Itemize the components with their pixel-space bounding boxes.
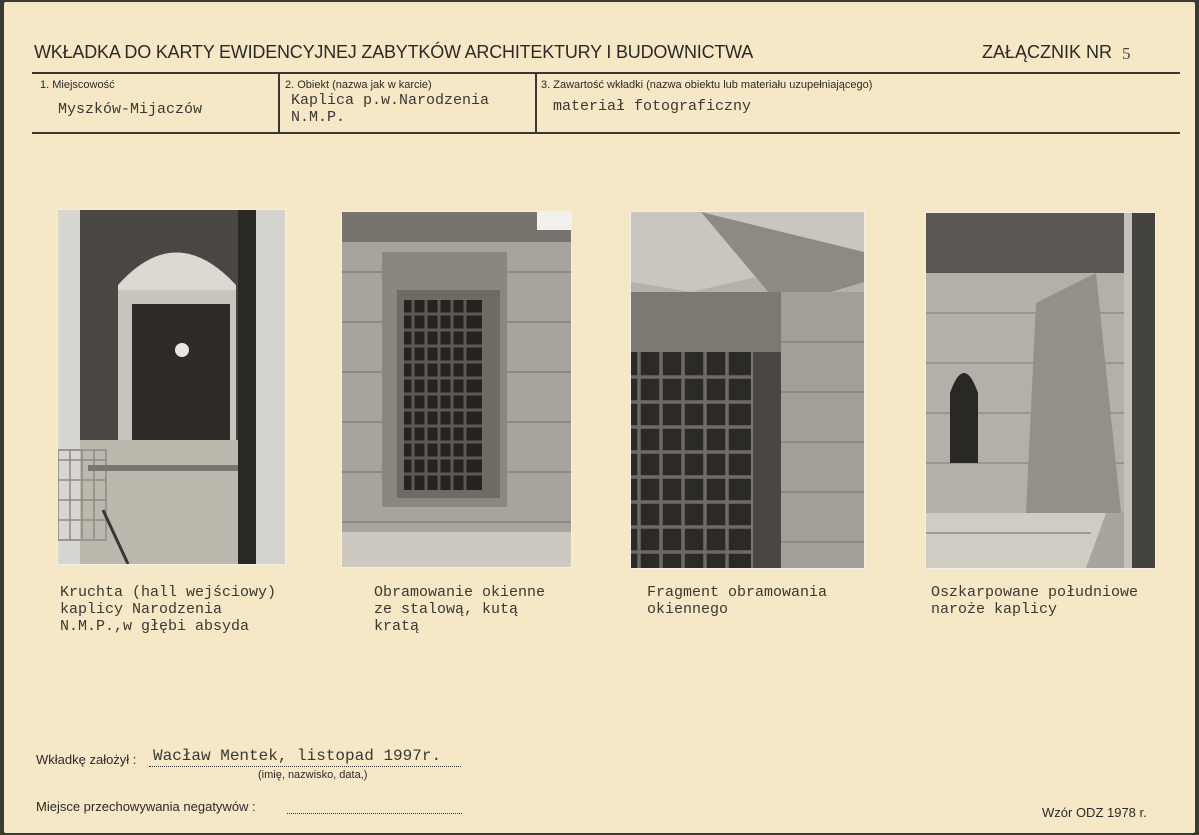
field-object-label: 2. Obiekt (nazwa jak w karcie) <box>285 79 432 91</box>
photo-porch <box>57 209 286 565</box>
window-grate-photo-image <box>342 212 571 567</box>
photo-frame-fragment <box>630 211 865 569</box>
porch-photo-image <box>58 210 285 564</box>
annex-number: 5 <box>1122 44 1131 63</box>
author-dotted-line <box>149 766 461 767</box>
author-label: Wkładkę założył : <box>36 752 137 767</box>
card-title: WKŁADKA DO KARTY EWIDENCYJNEJ ZABYTKÓW ARCHITEKTURY I BUDOWNICTWA <box>34 42 754 62</box>
field-divider-1 <box>278 72 280 133</box>
negatives-storage-dotted-line <box>287 813 462 814</box>
field-divider-2 <box>535 72 537 133</box>
field-object-value: Kaplica p.w.Narodzenia N.M.P. <box>291 92 490 126</box>
buttressed-corner-photo-image <box>926 213 1155 568</box>
photo-window-grate-caption: Obramowanie okienne ze stalową, kutą kratą <box>374 584 546 635</box>
photo-buttressed-corner <box>925 212 1156 569</box>
inventory-card-insert <box>4 2 1195 833</box>
photo-window-grate <box>341 211 572 568</box>
form-model-label: Wzór ODZ 1978 r. <box>1042 805 1147 820</box>
field-locality-value: Myszków-Mijaczów <box>58 101 203 118</box>
field-contents-label: 3. Zawartość wkładki (nazwa obiektu lub materiału uzupełniającego) <box>541 79 873 91</box>
author-field-hint: (imię, nazwisko, data,) <box>258 769 368 781</box>
field-locality-label: 1. Miejscowość <box>40 79 115 91</box>
photo-frame-fragment-caption: Fragment obramowania okiennego <box>647 584 828 618</box>
negatives-storage-label: Miejsce przechowywania negatywów : <box>36 799 256 814</box>
annex-label: ZAŁĄCZNIK NR <box>982 42 1113 62</box>
header-bottom-rule <box>32 132 1180 134</box>
frame-fragment-photo-image <box>631 212 864 568</box>
photo-porch-caption: Kruchta (hall wejściowy) kaplicy Narodzenia N.M.P.,w głębi absyda <box>60 584 277 635</box>
field-contents-value: materiał fotograficzny <box>553 98 752 115</box>
author-value: Wacław Mentek, listopad 1997r. <box>153 747 442 765</box>
header-top-rule <box>32 72 1180 74</box>
photo-buttressed-corner-caption: Oszkarpowane południowe naroże kaplicy <box>931 584 1139 618</box>
